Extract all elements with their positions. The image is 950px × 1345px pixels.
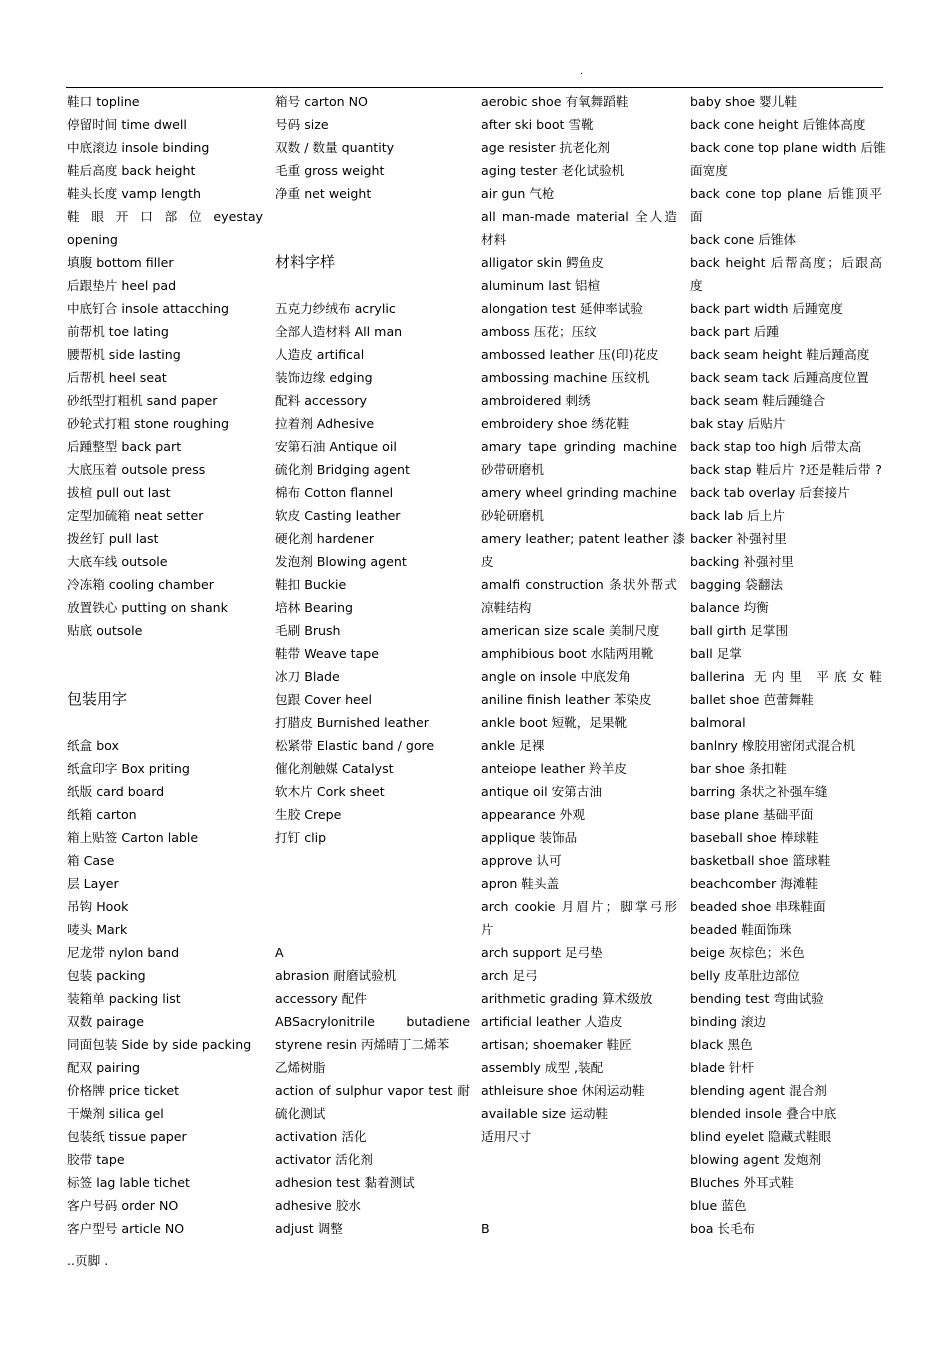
glossary-line: amery leather; patent leather 漆 [481, 531, 686, 546]
glossary-line: 软皮 Casting leather [275, 508, 401, 523]
glossary-line: banlnry 橡胶用密闭式混合机 [690, 738, 856, 753]
glossary-line: 皮 [481, 554, 494, 569]
glossary-line: opening [67, 232, 118, 247]
glossary-line: blending agent 混合剂 [690, 1083, 827, 1098]
glossary-line [275, 205, 470, 228]
glossary-line: back seam tack 后踵高度位置 [690, 370, 869, 385]
glossary-line: 纸版 card board [67, 784, 165, 799]
glossary-line: 安第石油 Antique oil [275, 439, 397, 454]
column-2 [275, 90, 470, 1240]
glossary-line: 同面包装 Side by side packing [67, 1037, 252, 1052]
glossary-line: ballerina 无内里 平底女鞋 [690, 669, 882, 684]
glossary-line: 砂轮式打粗 stone roughing [67, 416, 229, 431]
glossary-line: appearance 外观 [481, 807, 585, 822]
glossary-line: back seam 鞋后踵缝合 [690, 393, 826, 408]
glossary-line [481, 1171, 677, 1194]
glossary-line: 鞋 眼 开 口 部 位 eyestay [67, 209, 263, 224]
glossary-line: 装饰边缘 edging [275, 370, 373, 385]
glossary-line: 全部人造材料 All man [275, 324, 403, 339]
glossary-line: adhesive 胶水 [275, 1198, 361, 1213]
glossary-line: arch 足弓 [481, 968, 538, 983]
glossary-line: 面 [690, 209, 703, 224]
glossary-line: 五克力纱绒布 acrylic [275, 301, 396, 316]
glossary-line: back stap too high 后带太高 [690, 439, 862, 454]
page-header-mark: . [580, 66, 584, 77]
glossary-line: arithmetic grading 算术级放 [481, 991, 653, 1006]
glossary-line: back lab 后上片 [690, 508, 785, 523]
glossary-line: ambossing machine 压纹机 [481, 370, 650, 385]
glossary-line: 大底车线 outsole [67, 554, 168, 569]
glossary-line: 后跟垫片 heel pad [67, 278, 177, 293]
glossary-line: 吊钩 Hook [67, 899, 129, 914]
glossary-line: 度 [690, 278, 703, 293]
glossary-line: 胶带 tape [67, 1152, 125, 1167]
glossary-line: 前帮机 toe lating [67, 324, 169, 339]
glossary-line [275, 274, 470, 297]
glossary-line: 打腊皮 Burnished leather [275, 715, 429, 730]
glossary-line: 客户型号 article NO [67, 1221, 185, 1236]
glossary-line: blowing agent 发炮剂 [690, 1152, 822, 1167]
glossary-line: aging tester 老化试验机 [481, 163, 625, 178]
glossary-line: 拉着剂 Adhesive [275, 416, 375, 431]
column-3 [481, 90, 686, 1240]
glossary-line: anteiope leather 羚羊皮 [481, 761, 627, 776]
glossary-line: Bluches 外耳式鞋 [690, 1175, 794, 1190]
glossary-line: 标签 lag lable tichet [67, 1175, 190, 1190]
glossary-line: all man-made material 全人造 [481, 209, 677, 224]
glossary-line: back stap 鞋后片 ?还是鞋后带 ? [690, 462, 882, 477]
glossary-line: 乙烯树脂 [275, 1060, 326, 1075]
glossary-line: 大底压着 outsole press [67, 462, 206, 477]
glossary-line: abrasion 耐磨试验机 [275, 968, 397, 983]
glossary-line: 尼龙带 nylon band [67, 945, 180, 960]
glossary-line: blue 蓝色 [690, 1198, 747, 1213]
glossary-line: beaded 鞋面饰珠 [690, 922, 792, 937]
glossary-line: 发泡剂 Blowing agent [275, 554, 407, 569]
glossary-line: 棉布 Cotton flannel [275, 485, 394, 500]
glossary-line: bar shoe 条扣鞋 [690, 761, 787, 776]
glossary-line: ambroidered 刺绣 [481, 393, 591, 408]
glossary-line: athleisure shoe 休闲运动鞋 [481, 1083, 645, 1098]
glossary-line: baby shoe 婴儿鞋 [690, 94, 797, 109]
glossary-line: blind eyelet 隐藏式鞋眼 [690, 1129, 832, 1144]
glossary-line: bak stay 后贴片 [690, 416, 786, 431]
glossary-line: 包跟 Cover heel [275, 692, 373, 707]
glossary-line: 鞋带 Weave tape [275, 646, 379, 661]
glossary-line: 拨丝钉 pull last [67, 531, 159, 546]
glossary-line: approve 认可 [481, 853, 562, 868]
glossary-line: 贴底 outsole [67, 623, 143, 638]
glossary-line: bagging 袋翻法 [690, 577, 783, 592]
glossary-line: 价格牌 price ticket [67, 1083, 180, 1098]
glossary-line: 包装纸 tissue paper [67, 1129, 187, 1144]
glossary-line: activator 活化剂 [275, 1152, 373, 1167]
glossary-line: basketball shoe 篮球鞋 [690, 853, 831, 868]
glossary-line: ball girth 足掌围 [690, 623, 789, 638]
glossary-line: 鞋头长度 vamp length [67, 186, 201, 201]
glossary-line [67, 711, 263, 734]
glossary-line: available size 运动鞋 [481, 1106, 609, 1121]
glossary-line: 砂纸型打粗机 sand paper [67, 393, 218, 408]
glossary-line: 硫化测试 [275, 1106, 326, 1121]
glossary-line: ankle 足裸 [481, 738, 545, 753]
glossary-line: age resister 抗老化剂 [481, 140, 610, 155]
glossary-line [275, 918, 470, 941]
glossary-line: back cone 后锥体 [690, 232, 797, 247]
glossary-line [275, 895, 470, 918]
glossary-line: 打钉 clip [275, 830, 327, 845]
glossary-line: 唛头 Mark [67, 922, 128, 937]
glossary-line: 鞋扣 Buckie [275, 577, 347, 592]
glossary-line: aerobic shoe 有氧舞蹈鞋 [481, 94, 629, 109]
glossary-line: applique 装饰品 [481, 830, 578, 845]
glossary-line: back cone top plane 后锥顶平 [690, 186, 882, 201]
glossary-line: 拔楦 pull out last [67, 485, 171, 500]
glossary-line: 放置铁心 putting on shank [67, 600, 228, 615]
glossary-line: 层 Layer [67, 876, 119, 891]
glossary-line: black 黑色 [690, 1037, 753, 1052]
glossary-line: 双数 pairage [67, 1014, 145, 1029]
glossary-line: artificial leather 人造皮 [481, 1014, 623, 1029]
glossary-line: ankle boot 短靴，足果靴 [481, 715, 628, 730]
glossary-line: back part width 后踵宽度 [690, 301, 843, 316]
glossary-line: ambossed leather 压(印)花皮 [481, 347, 659, 362]
glossary-line: ABSacrylonitrile butadiene [275, 1014, 470, 1029]
glossary-line: back tab overlay 后套接片 [690, 485, 850, 500]
glossary-line: arch cookie 月眉片；脚掌弓形 [481, 899, 677, 914]
glossary-line: 号码 size [275, 117, 329, 132]
glossary-line: 毛重 gross weight [275, 163, 385, 178]
glossary-line: antique oil 安第古油 [481, 784, 602, 799]
glossary-line: 腰帮机 side lasting [67, 347, 181, 362]
glossary-line: blended insole 叠合中底 [690, 1106, 837, 1121]
glossary-line: baseball shoe 棒球鞋 [690, 830, 819, 845]
glossary-line: 催化剂触媒 Catalyst [275, 761, 394, 776]
glossary-line: backer 补强衬里 [690, 531, 787, 546]
glossary-line: 生胶 Crepe [275, 807, 342, 822]
glossary-line: 面宽度 [690, 163, 728, 178]
glossary-line: 停留时间 time dwell [67, 117, 187, 132]
glossary-line: activation 活化 [275, 1129, 367, 1144]
glossary-line [67, 642, 263, 665]
glossary-line: american size scale 美制尺度 [481, 623, 660, 638]
glossary-line: adjust 调整 [275, 1221, 343, 1236]
glossary-line: 纸箱 carton [67, 807, 137, 822]
glossary-line: 中底滚边 insole binding [67, 140, 210, 155]
glossary-line: 定型加硫箱 neat setter [67, 508, 204, 523]
glossary-line [275, 228, 470, 251]
glossary-line: back height 后帮高度；后跟高 [690, 255, 882, 270]
glossary-line [481, 1194, 677, 1217]
glossary-line: 箱号 carton NO [275, 94, 368, 109]
glossary-line: ballet shoe 芭蕾舞鞋 [690, 692, 814, 707]
glossary-line: 双数 / 数量 quantity [275, 140, 395, 155]
glossary-line: assembly 成型 ,装配 [481, 1060, 604, 1075]
glossary-line: belly 皮革肚边部位 [690, 968, 800, 983]
glossary-line: 箱 Case [67, 853, 115, 868]
glossary-line: angle on insole 中底发角 [481, 669, 632, 684]
glossary-line: arch support 足弓垫 [481, 945, 603, 960]
glossary-line: 中底钉合 insole attacching [67, 301, 229, 316]
glossary-line: backing 补强衬里 [690, 554, 794, 569]
glossary-line: 砂带研磨机 [481, 462, 544, 477]
glossary-line: amphibious boot 水陆两用靴 [481, 646, 654, 661]
glossary-line [67, 665, 263, 688]
glossary-line: amalfi construction 条状外帮式 [481, 577, 677, 592]
glossary-line: 填腹 bottom filler [67, 255, 174, 270]
glossary-line: beige 灰棕色；米色 [690, 945, 805, 960]
glossary-line: A [275, 945, 284, 960]
glossary-line: aniline finish leather 苯染皮 [481, 692, 652, 707]
glossary-line: 配双 pairing [67, 1060, 141, 1075]
glossary-line: 片 [481, 922, 494, 937]
glossary-line: 干燥剂 silica gel [67, 1106, 164, 1121]
glossary-line: aluminum last 铝楦 [481, 278, 601, 293]
glossary-line: after ski boot 雪靴 [481, 117, 594, 132]
glossary-line: amboss 压花；压纹 [481, 324, 597, 339]
glossary-line: styrene resin 丙烯晴丁二烯苯 [275, 1037, 450, 1052]
glossary-line: 冰刀 Blade [275, 669, 340, 684]
glossary-line: 后踵整型 back part [67, 439, 182, 454]
glossary-line: air gun 气枪 [481, 186, 555, 201]
glossary-line: 材料 [481, 232, 507, 247]
glossary-line: 纸盒 box [67, 738, 119, 753]
glossary-line: balance 均衡 [690, 600, 769, 615]
page-footer: ..页脚 . [67, 1253, 109, 1268]
glossary-line: beaded shoe 串珠鞋面 [690, 899, 826, 914]
glossary-line: balmoral [690, 715, 746, 730]
glossary-line: blade 针杆 [690, 1060, 755, 1075]
glossary-line: back seam height 鞋后踵高度 [690, 347, 870, 362]
glossary-line: 软木片 Cork sheet [275, 784, 385, 799]
column-1 [67, 90, 263, 1240]
glossary-line: 包装 packing [67, 968, 146, 983]
glossary-line: 配料 accessory [275, 393, 367, 408]
glossary-line: back cone height 后锥体高度 [690, 117, 866, 132]
glossary-line: 鞋口 topline [67, 94, 140, 109]
glossary-line: barring 条状之补强车缝 [690, 784, 828, 799]
glossary-line: back part 后踵 [690, 324, 779, 339]
glossary-line: 毛刷 Brush [275, 623, 341, 638]
glossary-line: 包装用字 [67, 690, 128, 708]
glossary-line: 净重 net weight [275, 186, 372, 201]
glossary-line: base plane 基础平面 [690, 807, 814, 822]
glossary-line: 硫化剂 Bridging agent [275, 462, 410, 477]
glossary-line [275, 872, 470, 895]
glossary-line: adhesion test 黏着测试 [275, 1175, 415, 1190]
glossary-line: amery wheel grinding machine [481, 485, 677, 500]
glossary-line: ball 足掌 [690, 646, 742, 661]
glossary-line: back cone top plane width 后锥 [690, 140, 886, 155]
glossary-line: 适用尺寸 [481, 1129, 532, 1144]
glossary-line: 装箱单 packing list [67, 991, 181, 1006]
glossary-line: 砂轮研磨机 [481, 508, 544, 523]
glossary-line: alongation test 延伸率试验 [481, 301, 643, 316]
glossary-line: apron 鞋头盖 [481, 876, 560, 891]
glossary-line: 材料字样 [275, 253, 336, 271]
glossary-line: 鞋后高度 back height [67, 163, 196, 178]
glossary-line: accessory 配件 [275, 991, 367, 1006]
glossary-line: beachcomber 海滩鞋 [690, 876, 818, 891]
glossary-line: 培林 Bearing [275, 600, 353, 615]
glossary-line: B [481, 1221, 490, 1236]
glossary-line: 客户号码 order NO [67, 1198, 179, 1213]
glossary-line: 纸盒印字 Box priting [67, 761, 190, 776]
glossary-line: 硬化剂 hardener [275, 531, 375, 546]
glossary-line: 箱上贴签 Carton lable [67, 830, 199, 845]
glossary-line: 人造皮 artifical [275, 347, 365, 362]
glossary-line: bending test 弯曲试验 [690, 991, 824, 1006]
glossary-line: artisan; shoemaker 鞋匠 [481, 1037, 632, 1052]
glossary-line: binding 滚边 [690, 1014, 767, 1029]
glossary-line: 后帮机 heel seat [67, 370, 167, 385]
glossary-line: 松紧带 Elastic band / gore [275, 738, 435, 753]
glossary-line: 冷冻箱 cooling chamber [67, 577, 214, 592]
glossary-line [275, 849, 470, 872]
glossary-line [481, 1148, 677, 1171]
glossary-line: alligator skin 鳄鱼皮 [481, 255, 604, 270]
glossary-line: amary tape grinding machine [481, 439, 677, 454]
glossary-line: embroidery shoe 绣花鞋 [481, 416, 630, 431]
glossary-line: 凉鞋结构 [481, 600, 532, 615]
glossary-line: boa 长毛布 [690, 1221, 756, 1236]
glossary-line: action of sulphur vapor test 耐 [275, 1083, 470, 1098]
column-4 [690, 90, 886, 1240]
header-rule [66, 87, 883, 88]
